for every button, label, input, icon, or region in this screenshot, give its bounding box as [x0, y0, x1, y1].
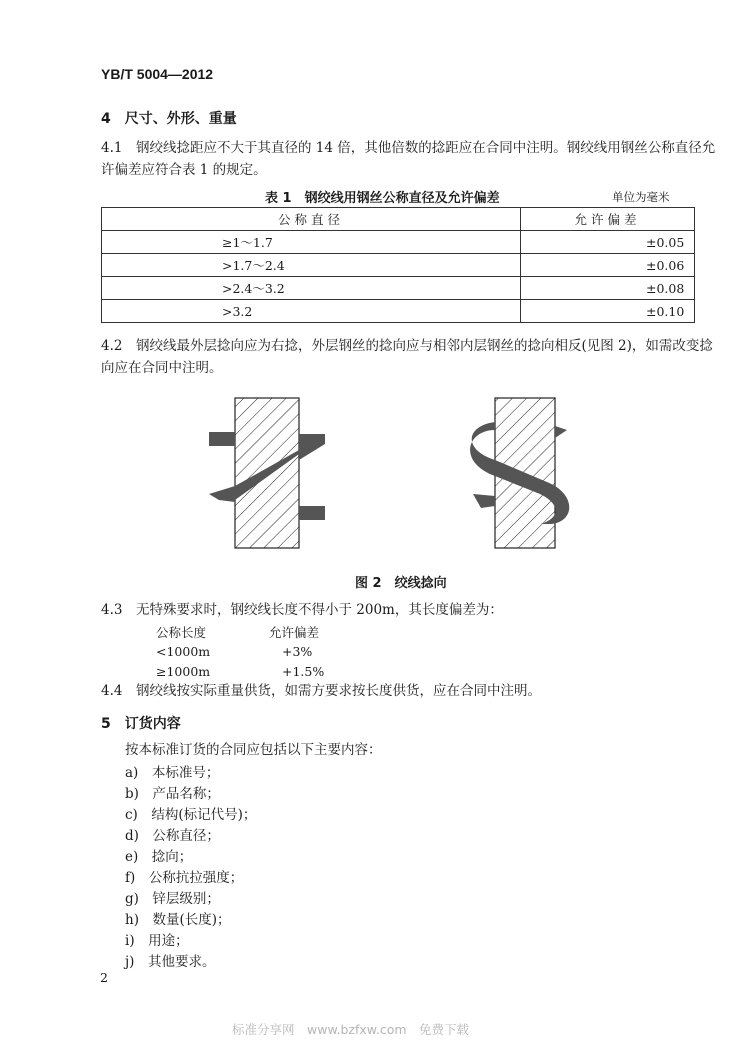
table-row [102, 300, 695, 323]
table-row [102, 231, 695, 254]
list-item: d) 公称直径； [125, 828, 220, 844]
table-cell-diameter: >2.4～3.2 [102, 277, 521, 300]
table-header-tolerance: 允许偏差 [521, 208, 695, 231]
section-5-title: 5 订货内容 [101, 716, 181, 732]
table-cell-tolerance: ±0.10 [521, 300, 695, 323]
length-col-nominal: 公称长度 [156, 625, 207, 640]
table-cell-diameter: >1.7～2.4 [102, 254, 521, 277]
list-item: a) 本标准号； [125, 765, 220, 781]
list-item: g) 锌层级别； [125, 891, 220, 907]
clause-4-3: 4.3 无特殊要求时，钢绞线长度不得小于 200m，其长度偏差为： [101, 602, 503, 618]
length-row-value: <1000m [156, 644, 211, 659]
table-row [102, 277, 695, 300]
length-row-tolerance: +1.5% [282, 664, 325, 679]
watermark: 标准分享网 www.bzfxw.com 免费下载 [232, 1022, 470, 1037]
clause-4-1-line1: 4.1 钢绞线捻距应不大于其直径的 14 倍，其他倍数的捻距应在合同中注明。钢绞线用钢丝公称直径允 [101, 140, 716, 156]
list-item: f) 公称抗拉强度； [125, 870, 244, 886]
order-intro: 按本标准订货的合同应包括以下主要内容： [125, 742, 382, 758]
figure-2-lay-direction [195, 390, 595, 560]
clause-4-1-line2: 许偏差应符合表 1 的规定。 [101, 162, 267, 178]
figure-2-caption: 图 2 绞线捻向 [355, 576, 447, 591]
table-cell-tolerance: ±0.06 [521, 254, 695, 277]
list-item: c) 结构(标记代号)； [125, 807, 257, 823]
table-cell-diameter: ≥1～1.7 [102, 231, 521, 254]
length-row-value: ≥1000m [156, 664, 211, 679]
section-4-title: 4 尺寸、外形、重量 [101, 111, 237, 127]
table-row [102, 254, 695, 277]
list-item: h) 数量(长度)； [125, 912, 231, 928]
list-item: j) 其他要求。 [125, 954, 216, 970]
clause-4-4: 4.4 钢绞线按实际重量供货，如需方要求按长度供货，应在合同中注明。 [101, 683, 541, 699]
length-col-tolerance: 允许偏差 [269, 625, 320, 640]
clause-4-2-line1: 4.2 钢绞线最外层捻向应为右捻，外层钢丝的捻向应与相邻内层钢丝的捻向相反(见图 2)，如需改变捻 [101, 338, 713, 354]
table-1 [101, 207, 695, 323]
page-number: 2 [100, 970, 108, 985]
table-cell-tolerance: ±0.05 [521, 231, 695, 254]
table-header-nominal-diameter: 公称直径 [102, 208, 521, 231]
table-cell-tolerance: ±0.08 [521, 277, 695, 300]
z-lay-strand [209, 398, 325, 548]
s-lay-strand [470, 398, 569, 548]
table-header-row [102, 208, 695, 231]
list-item: b) 产品名称； [125, 786, 220, 802]
list-item: i) 用途； [125, 933, 189, 949]
length-row-tolerance: +3% [282, 644, 313, 659]
table-1-unit: 单位为毫米 [612, 190, 670, 204]
table-cell-diameter: >3.2 [102, 300, 521, 323]
document-number: YB/T 5004—2012 [101, 66, 214, 82]
table-1-caption: 表 1 钢绞线用钢丝公称直径及允许偏差 [265, 191, 500, 206]
clause-4-2-line2: 向应在合同中注明。 [101, 360, 223, 376]
list-item: e) 捻向； [125, 849, 193, 865]
